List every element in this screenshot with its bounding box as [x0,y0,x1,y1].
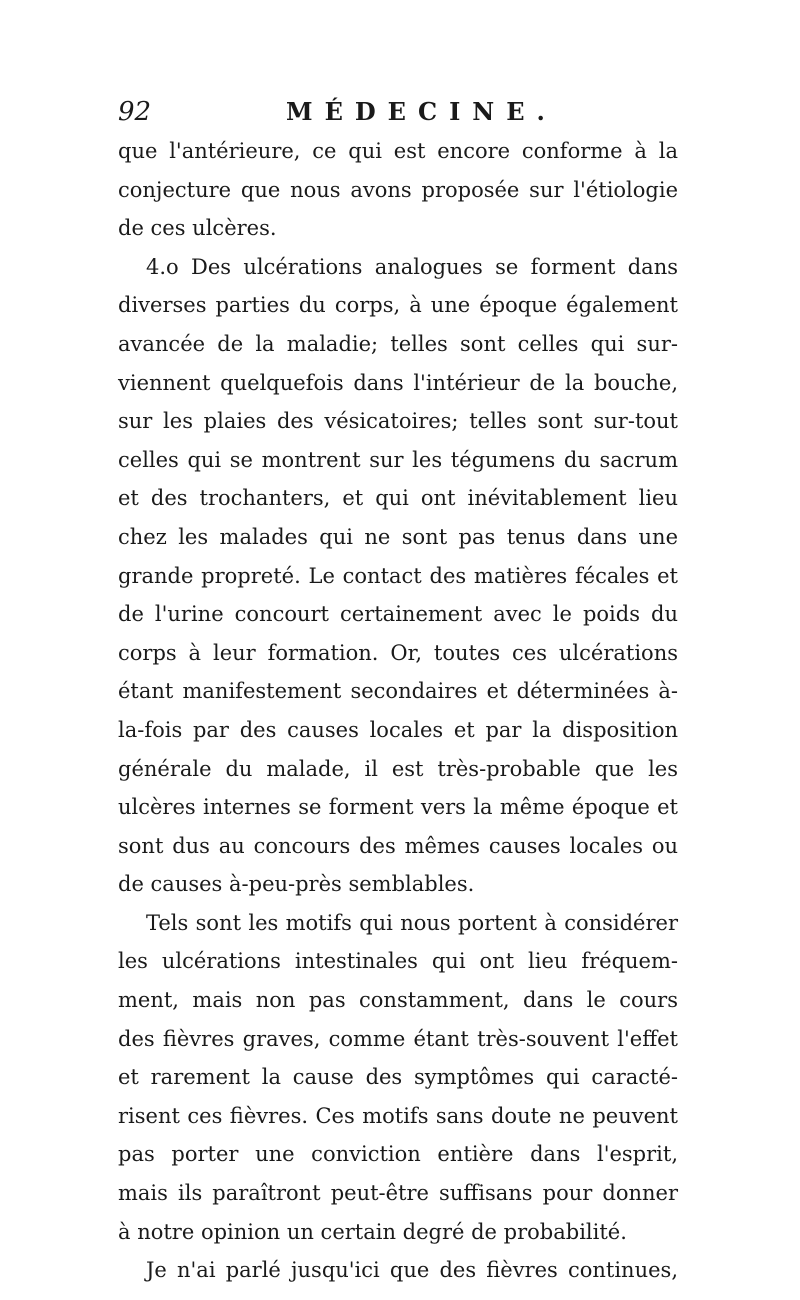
text-line: ment, mais non pas constamment, dans le cours [118,988,678,1013]
text-line: de l'urine concourt certainement avec le poids du [118,602,678,627]
text-line: des fièvres graves, comme étant très-souvent l'effet [118,1026,678,1051]
running-head [118,92,678,132]
text-line: conjecture que nous avons proposée sur l'étiologie [118,177,678,202]
running-title: MÉDECINE. [286,97,557,126]
text-line: avancée de la maladie; telles sont celles qui sur- [118,331,678,356]
text-line: ulcères internes se forment vers la même époque et [118,795,678,820]
text-body [118,132,678,1290]
text-line: étant manifestement secondaires et déterminées à- [118,679,678,704]
text-line: que l'antérieure, ce qui est encore conforme à la [118,139,678,163]
page-number: 92 [118,97,152,127]
text-line: de ces ulcères. [118,216,277,241]
text-line: la-fois par des causes locales et par la disposition [118,717,678,742]
text-line: et rarement la cause des symptômes qui caracté- [118,1065,678,1090]
text-line: grande propreté. Le contact des matières fécales et [118,563,678,588]
text-line: Je n'ai parlé jusqu'ici que des fièvres continues, [146,1258,678,1283]
text-line: les ulcérations intestinales qui ont lieu fréquem- [118,949,678,974]
text-line: et des trochanters, et qui ont inévitablement lieu [118,486,678,511]
text-line: sont dus au concours des mêmes causes locales ou [118,833,678,858]
text-line: sur les plaies des vésicatoires; telles sont sur-tout [118,409,678,434]
text-line: pas porter une conviction entière dans l'esprit, [118,1142,678,1167]
text-line: de causes à-peu-près semblables. [118,872,475,897]
text-line: Tels sont les motifs qui nous portent à considérer [146,910,678,935]
text-line: corps à leur formation. Or, toutes ces ulcérations [118,640,678,665]
text-line: 4.o Des ulcérations analogues se forment dans [146,254,678,279]
text-line: diverses parties du corps, à une époque également [118,293,678,318]
text-line: viennent quelquefois dans l'intérieur de la bouche, [118,370,678,395]
text-line: mais ils paraîtront peut-être suffisans pour donner [118,1181,678,1206]
text-line: risent ces fièvres. Ces motifs sans doute ne peuvent [118,1103,678,1128]
text-line: chez les malades qui ne sont pas tenus dans une [118,524,678,549]
text-line: celles qui se montrent sur les tégumens du sacrum [118,447,678,472]
text-line: générale du malade, il est très-probable que les [118,756,678,781]
text-line: à notre opinion un certain degré de probabilité. [118,1219,627,1244]
